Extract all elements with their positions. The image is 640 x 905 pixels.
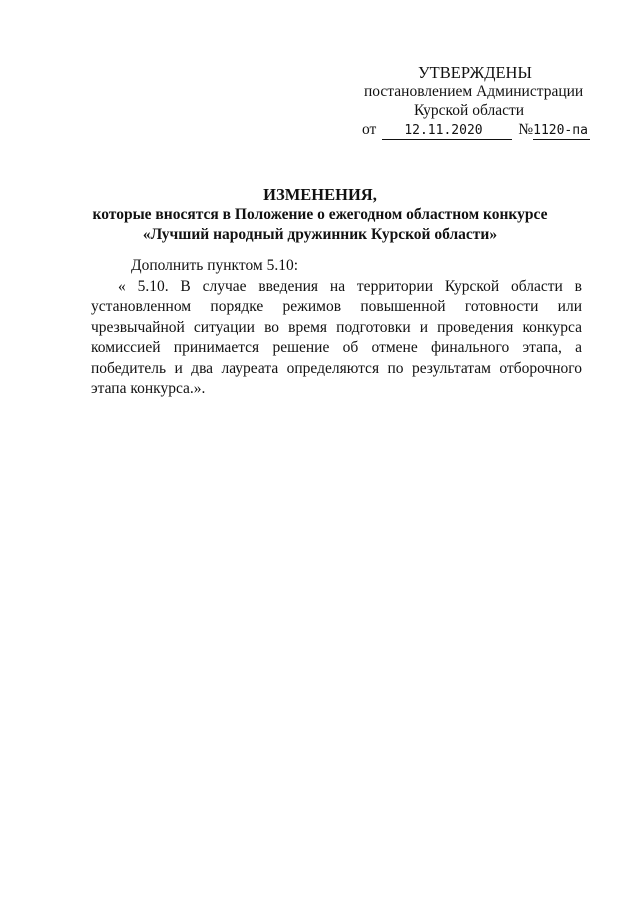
approval-issuer: постановлением Администрации	[364, 83, 584, 100]
approval-date-number-line	[362, 121, 602, 140]
approval-date: 12.11.2020	[382, 123, 512, 140]
body-intro: Дополнить пунктом 5.10:	[131, 257, 299, 274]
document-heading	[60, 185, 580, 245]
body-paragraph: « 5.10. В случае введения на территории Курской области в установленном порядке режимов повышенной готовности или чрезвычайной ситуации во время подготовки и проведения конкурса комиссией принимается решение об отмене финального этапа, а победитель и два лауреата определяются по результатам отборочного этапа конкурса.».	[91, 277, 582, 397]
document-body	[91, 256, 582, 400]
approval-region: Курской области	[414, 102, 525, 119]
number-label: №	[518, 121, 534, 138]
approval-title: УТВЕРЖДЕНЫ	[418, 63, 532, 82]
heading-contest-name: «Лучший народный дружинник Курской области»	[142, 226, 498, 243]
heading-title: ИЗМЕНЕНИЯ,	[263, 185, 377, 204]
heading-subtitle: которые вносятся в Положение о ежегодном областном конкурсе	[92, 206, 548, 223]
approval-number: 1120-па	[533, 123, 588, 138]
from-label: от	[362, 121, 377, 138]
